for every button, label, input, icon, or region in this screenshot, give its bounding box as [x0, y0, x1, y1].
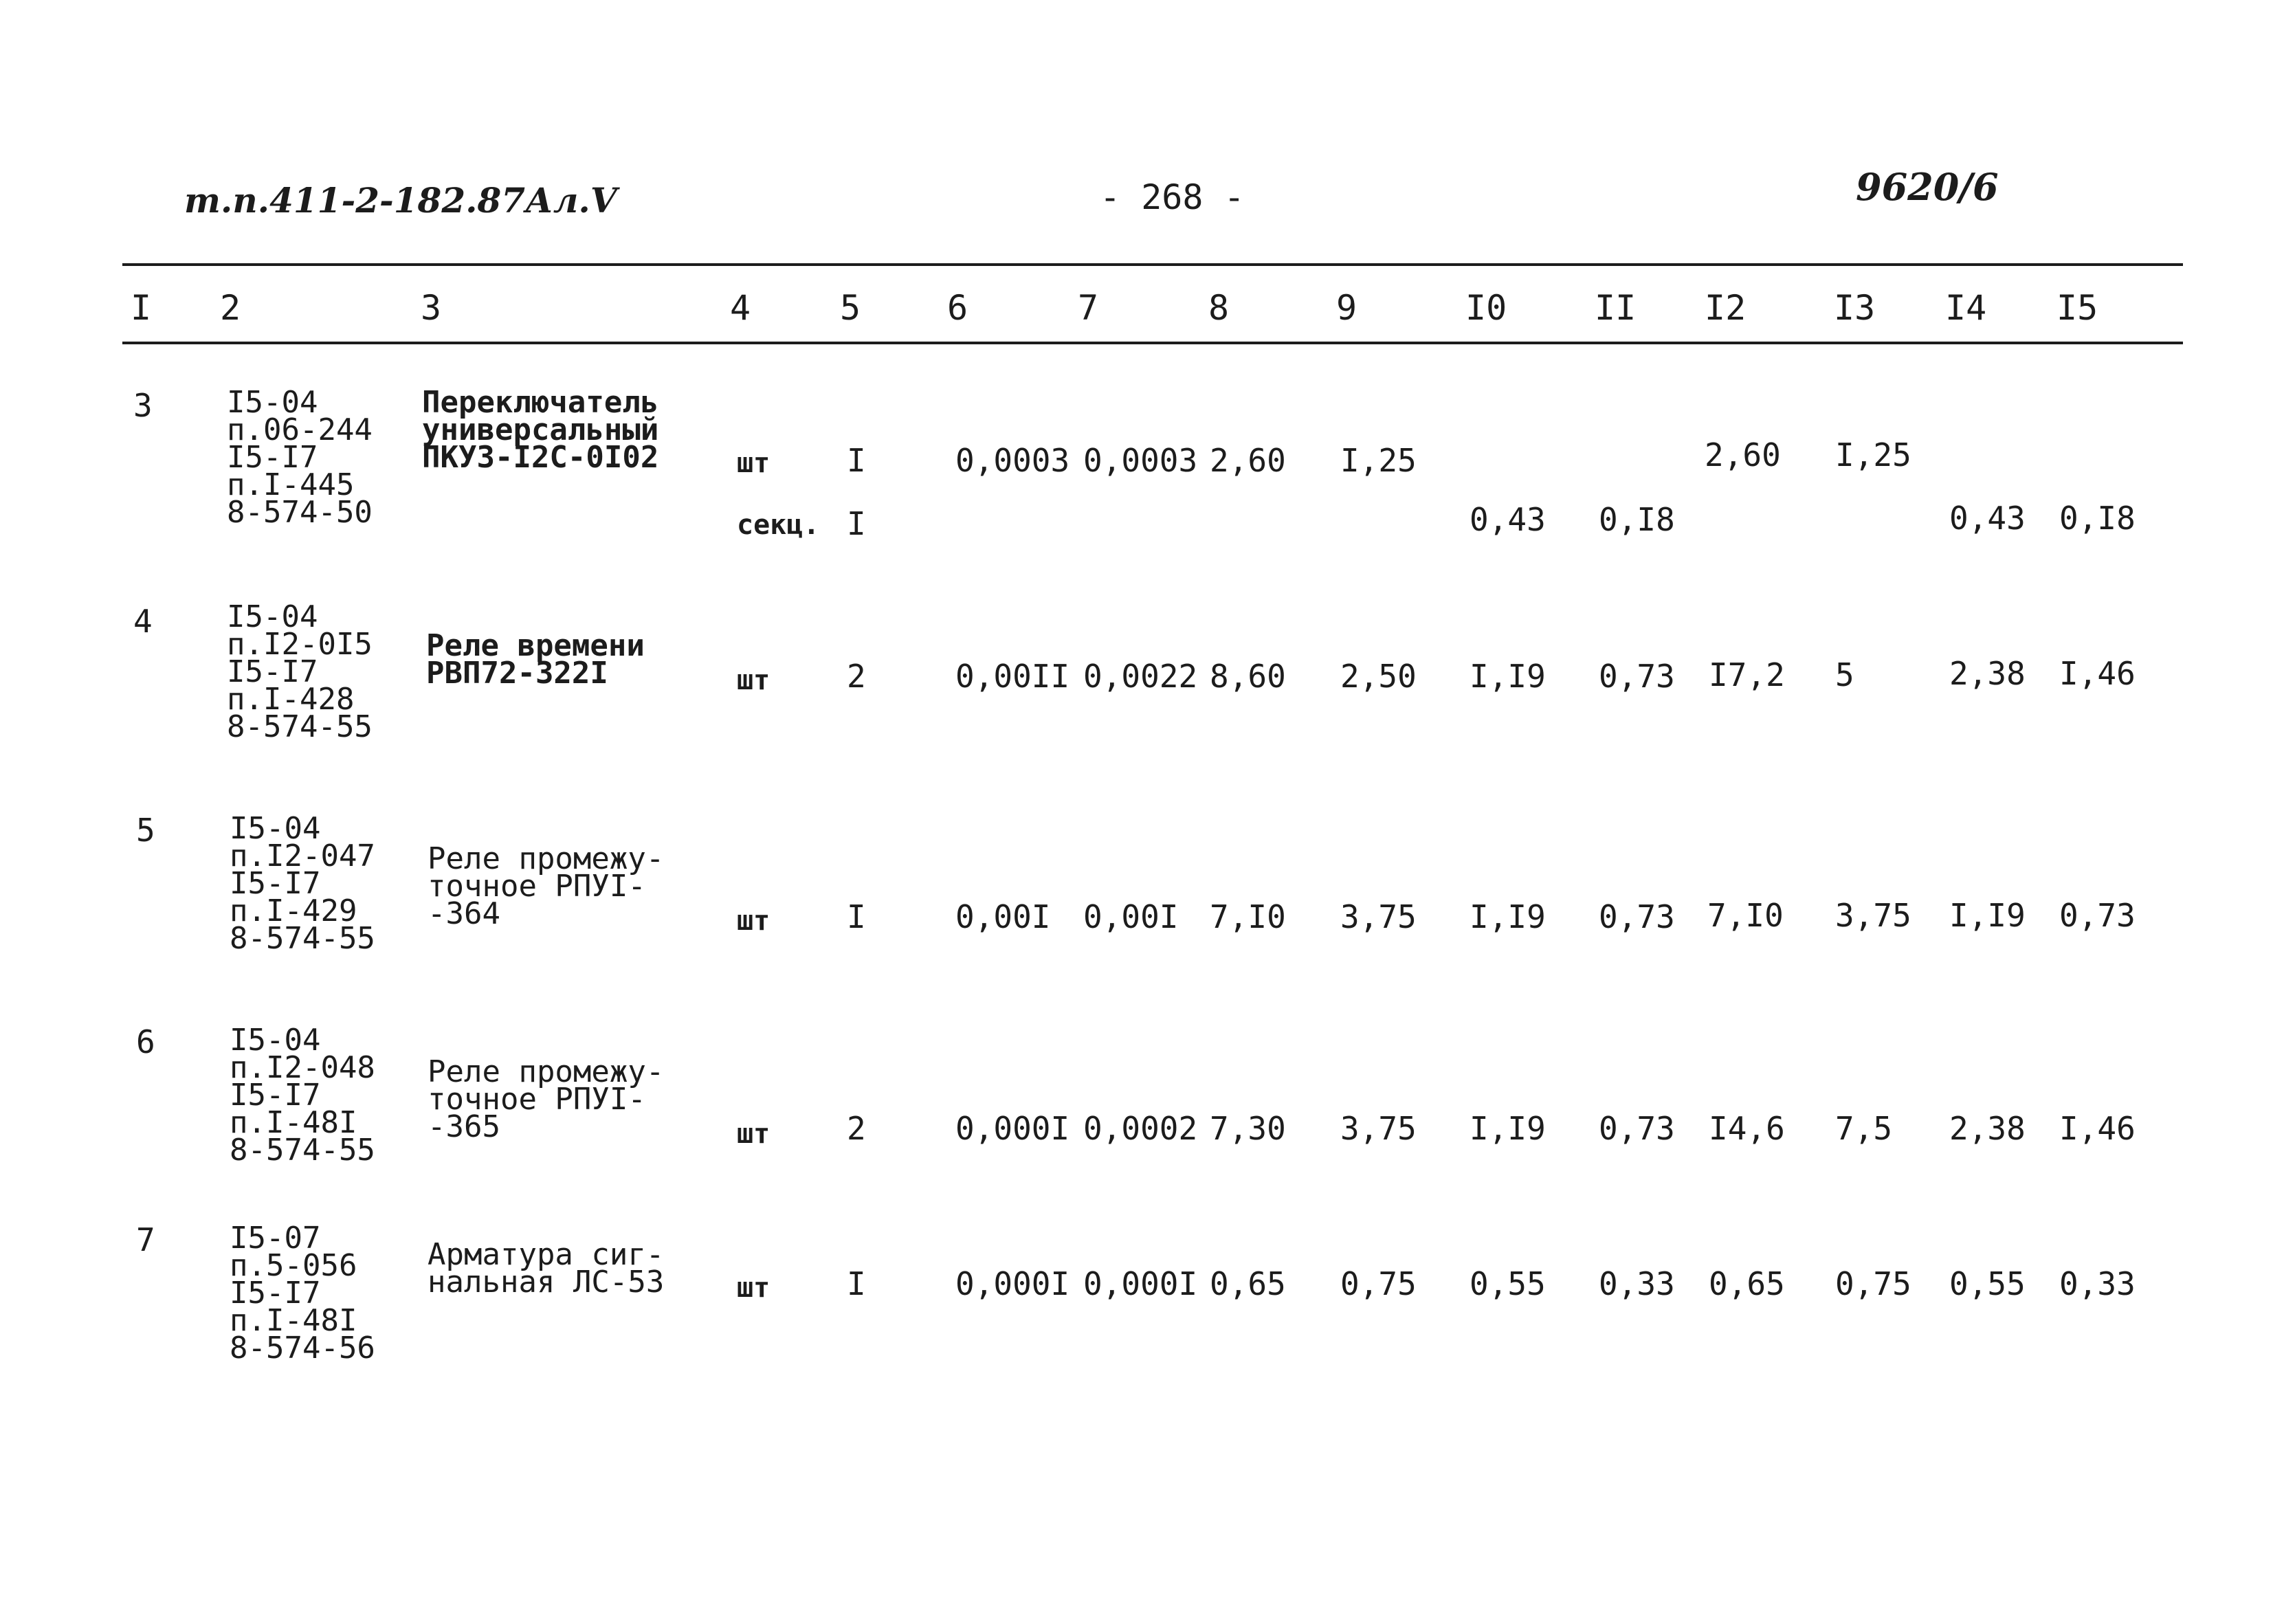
document-reference: т.п.411-2-182.87Ал.V: [184, 180, 617, 221]
value-col-7: 0,0002: [1083, 1110, 1198, 1147]
value-col-7: 0,00I: [1083, 898, 1179, 935]
quantity: I: [847, 442, 866, 479]
value-col-6: 0,000I: [955, 1265, 1070, 1302]
quantity: I: [847, 1265, 866, 1302]
value-col-10: 0,43: [1470, 501, 1546, 538]
value-col-9: 3,75: [1340, 898, 1417, 935]
value-col-14: 0,55: [1949, 1265, 2026, 1302]
item-name: Переключатель универсальный ПКУЗ-I2С-0I02: [422, 385, 659, 475]
value-col-15: 0,73: [2059, 897, 2136, 934]
quantity: 2: [847, 1110, 866, 1147]
row-number: 5: [136, 812, 155, 849]
column-header: 8: [1208, 288, 1230, 328]
unit: шт: [737, 447, 770, 479]
value-col-13: 7,5: [1835, 1110, 1893, 1147]
quantity: 2: [847, 658, 866, 695]
page-number: - 268 -: [1100, 177, 1245, 217]
value-col-6: 0,0003: [955, 442, 1070, 479]
value-col-8: 0,65: [1210, 1265, 1286, 1302]
column-header: I0: [1465, 288, 1507, 328]
unit: шт: [737, 1118, 770, 1150]
row-number: 3: [133, 387, 153, 424]
value-col-11: 0,I8: [1599, 501, 1675, 538]
value-col-15: 0,33: [2059, 1265, 2136, 1302]
value-col-10: 0,55: [1470, 1265, 1546, 1302]
value-col-13: 5: [1835, 656, 1854, 693]
value-col-8: 2,60: [1210, 442, 1286, 479]
item-name: Арматура сиг- нальная ЛС-53: [428, 1237, 665, 1300]
unit: шт: [737, 905, 770, 937]
value-col-7: 0,0022: [1083, 658, 1198, 695]
column-header: 9: [1336, 288, 1357, 328]
value-col-12: 7,I0: [1707, 897, 1784, 934]
column-header: 6: [947, 288, 968, 328]
table-top-rule: [122, 263, 2183, 266]
norm-code: I5-04 п.I2-0I5 I5-I7 п.I-428 8-574-55: [227, 599, 373, 744]
value-col-15: 0,I8: [2059, 500, 2136, 537]
quantity: I: [847, 505, 866, 542]
column-header: I3: [1834, 288, 1876, 328]
value-col-14: 0,43: [1949, 500, 2026, 537]
column-header: II: [1595, 288, 1637, 328]
row-number: 7: [136, 1221, 155, 1258]
column-header: I: [131, 288, 152, 328]
unit: шт: [737, 1272, 770, 1304]
value-col-9: 0,75: [1340, 1265, 1417, 1302]
column-header: 3: [421, 288, 442, 328]
value-col-10: I,I9: [1470, 898, 1546, 935]
value-col-8: 7,I0: [1210, 898, 1286, 935]
value-col-14: I,I9: [1949, 897, 2026, 934]
value-col-15: I,46: [2059, 1110, 2136, 1147]
value-col-9: 2,50: [1340, 658, 1417, 695]
norm-code: I5-04 п.I2-047 I5-I7 п.I-429 8-574-55: [230, 811, 375, 956]
value-col-8: 7,30: [1210, 1110, 1286, 1147]
value-col-10: I,I9: [1470, 658, 1546, 695]
value-col-14: 2,38: [1949, 655, 2026, 692]
column-header: 7: [1078, 288, 1099, 328]
column-header: 5: [840, 288, 861, 328]
inventory-number: 9620/6: [1856, 165, 1999, 209]
column-header: 4: [730, 288, 751, 328]
item-name: Реле времени РВП72-322I: [426, 628, 645, 691]
column-header: I4: [1945, 288, 1987, 328]
quantity: I: [847, 898, 866, 935]
value-col-7: 0,000I: [1083, 1265, 1198, 1302]
value-col-7: 0,0003: [1083, 442, 1198, 479]
value-col-6: 0,00I: [955, 898, 1051, 935]
value-col-9: I,25: [1340, 442, 1417, 479]
value-col-13: 0,75: [1835, 1265, 1911, 1302]
unit: секц.: [737, 509, 820, 541]
column-header: I5: [2056, 288, 2098, 328]
value-col-11: 0,33: [1599, 1265, 1675, 1302]
value-col-11: 0,73: [1599, 1110, 1675, 1147]
value-col-9: 3,75: [1340, 1110, 1417, 1147]
value-col-10: I,I9: [1470, 1110, 1546, 1147]
item-name: Реле промежу- точное РПУI- -365: [428, 1054, 665, 1144]
value-col-14: 2,38: [1949, 1110, 2026, 1147]
value-col-13: 3,75: [1835, 897, 1911, 934]
value-col-12: I4,6: [1709, 1110, 1785, 1147]
norm-code: I5-07 п.5-056 I5-I7 п.I-48I 8-574-56: [230, 1221, 375, 1366]
item-name: Реле промежу- точное РПУI- -364: [428, 841, 665, 931]
value-col-12: 2,60: [1705, 436, 1781, 474]
row-number: 6: [136, 1023, 155, 1060]
value-col-15: I,46: [2059, 655, 2136, 692]
norm-code: I5-04 п.I2-048 I5-I7 п.I-48I 8-574-55: [230, 1023, 375, 1168]
value-col-13: I,25: [1835, 436, 1911, 474]
value-col-8: 8,60: [1210, 658, 1286, 695]
value-col-12: I7,2: [1709, 656, 1785, 693]
row-number: 4: [133, 603, 153, 640]
value-col-11: 0,73: [1599, 658, 1675, 695]
value-col-6: 0,00II: [955, 658, 1070, 695]
column-header: I2: [1705, 288, 1747, 328]
column-header: 2: [220, 288, 241, 328]
value-col-11: 0,73: [1599, 898, 1675, 935]
value-col-6: 0,000I: [955, 1110, 1070, 1147]
value-col-12: 0,65: [1709, 1265, 1785, 1302]
header-bottom-rule: [122, 342, 2183, 344]
norm-code: I5-04 п.06-244 I5-I7 п.I-445 8-574-50: [227, 385, 373, 530]
unit: шт: [737, 665, 770, 696]
